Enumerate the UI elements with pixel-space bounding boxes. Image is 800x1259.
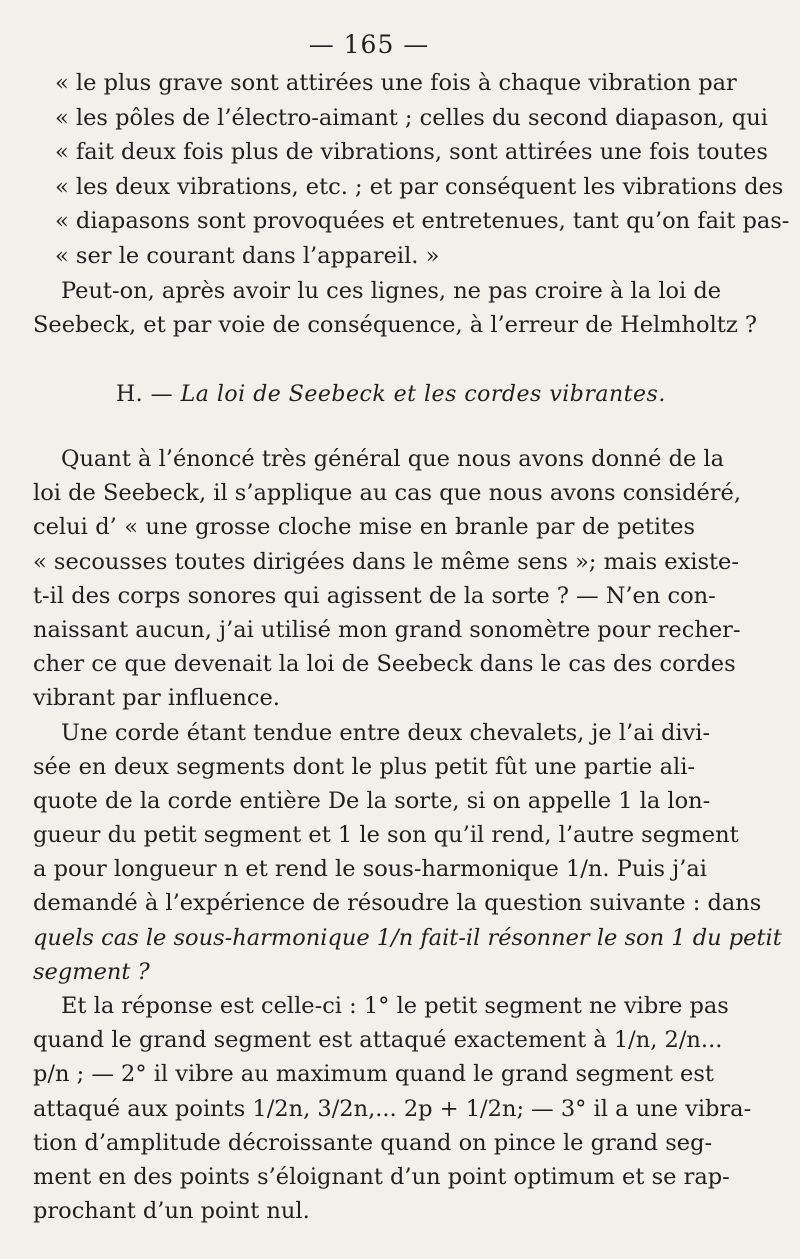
paragraph-line: prochant d’un point nul. [33,1198,310,1225]
body-block [33,442,782,1228]
paragraph-line: tion d’amplitude décroissante quand on pince le grand seg- [33,1129,713,1156]
quote-line: « le plus grave sont attirées une fois à chaque vibration par [33,66,695,101]
paragraph-line: attaqué aux points 1/2n, 3/2n,... 2p + 1/2n; — 3° il a une vibra- [33,1095,752,1122]
paragraph-line: quote de la corde entière De la sorte, si on appelle 1 la lon- [33,787,711,814]
paragraph-line: loi de Seebeck, il s’applique au cas que nous avons considéré, [33,480,742,507]
paragraph-line: a pour longueur n et rend le sous-harmonique 1/n. Puis j’ai [33,856,707,883]
quote-line: « ser le courant dans l’appareil. » [33,239,695,274]
paragraph-line: segment ? [33,958,150,985]
paragraph-line: ment en des points s’éloignant d’un point optimum et se rap- [33,1163,730,1190]
paragraph-line: quels cas le sous-harmonique 1/n fait-il résonner le son 1 du petit [33,924,782,951]
paragraph-line: celui d’ « une grosse cloche mise en branle par de petites [33,514,695,541]
paragraph-line: t-il des corps sonores qui agissent de la sorte ? — N’en con- [33,582,716,609]
paragraph-line: sée en deux segments dont le plus petit fût une partie ali- [33,753,695,780]
paragraph-line: Une corde étant tendue entre deux chevalets, je l’ai divi- [61,719,711,746]
paragraph-line: « secousses toutes dirigées dans le même sens »; mais existe- [33,548,739,575]
paragraph-line: Quant à l’énoncé très général que nous avons donné de la [61,446,725,472]
quote-line: « fait deux fois plus de vibrations, sont attirées une fois toutes [33,135,695,170]
quote-line: « les deux vibrations, etc. ; et par conséquent les vibrations des [33,170,695,205]
paragraph-line: vibrant par influence. [33,685,280,712]
paragraph-line: Seebeck, et par voie de conséquence, à l’erreur de Helmholtz ? [33,312,757,339]
quote-line: « diapasons sont provoquées et entretenues, tant qu’on fait pas- [33,204,695,239]
section-title: La loi de Seebeck et les cordes vibrantes. [180,382,666,407]
paragraph-line: naissant aucun, j’ai utilisé mon grand sonomètre pour recher- [33,616,741,643]
section-label: H. — [116,382,174,407]
paragraph-line: gueur du petit segment et 1 le son qu’il rend, l’autre segment [33,822,739,849]
quote-line: « les pôles de l’électro-aimant ; celles du second diapason, qui [33,101,695,136]
paragraph-line: demandé à l’expérience de résoudre la question suivante : dans [33,890,762,917]
paragraph-line: cher ce que devenait la loi de Seebeck dans le cas des cordes [33,651,736,678]
section-heading [116,382,666,407]
paragraph-line: Et la réponse est celle-ci : 1° le petit segment ne vibre pas [61,993,729,1019]
paragraph-line: p/n ; — 2° il vibre au maximum quand le grand segment est [33,1061,714,1088]
quotation-block [33,66,790,343]
page-number: — 165 — [308,30,430,59]
paragraph-line: Peut-on, après avoir lu ces lignes, ne pas croire à la loi de [61,277,722,304]
paragraph-line: quand le grand segment est attaqué exactement à 1/n, 2/n... [33,1027,723,1054]
